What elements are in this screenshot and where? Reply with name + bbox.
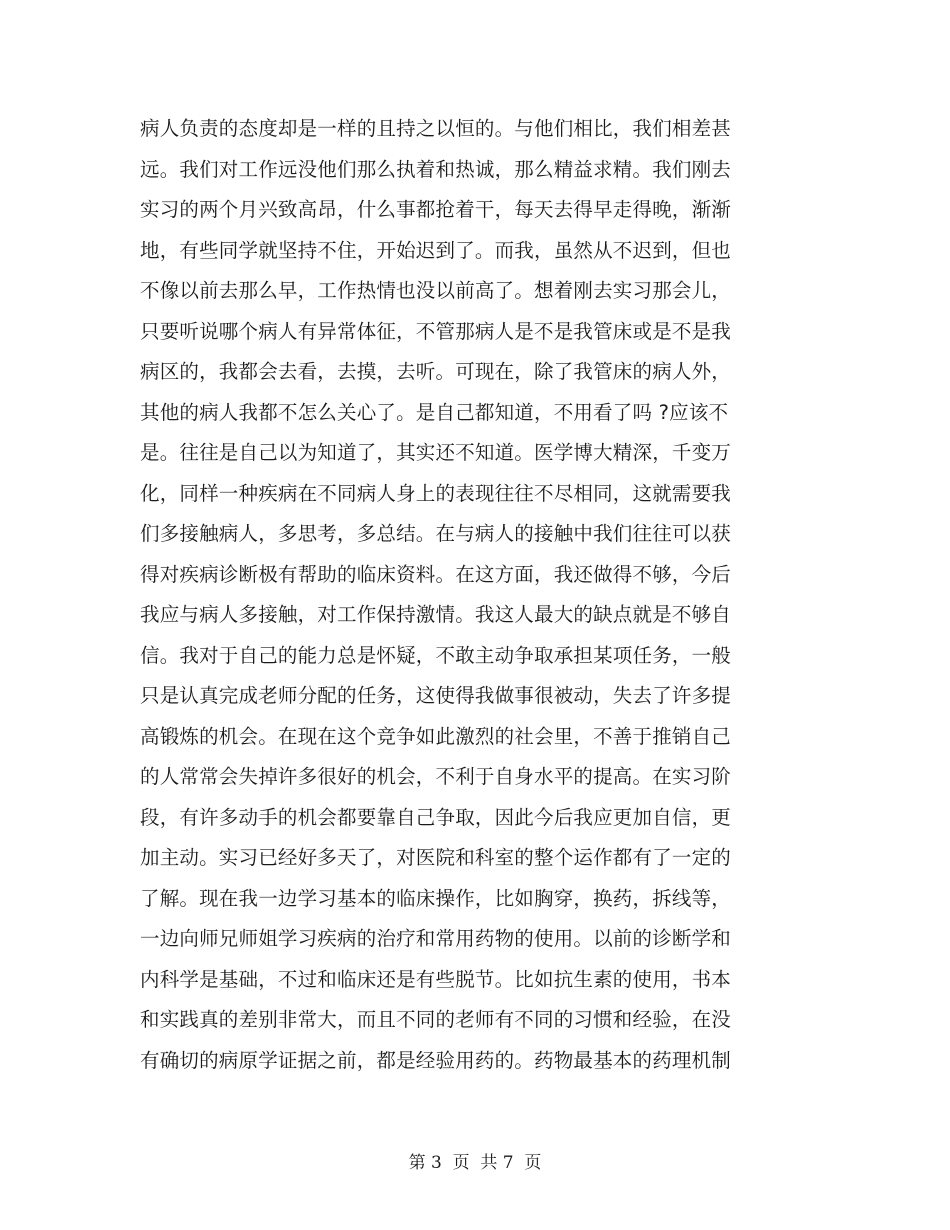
text-line: 内科学是基础，不过和临床还是有些脱节。比如抗生素的使用，书本 [140,967,732,991]
text-line: 只要听说哪个病人有异常体征，不管那病人是不是我管床或是不是我 [140,319,732,343]
text-line: 化，同样一种疾病在不同病人身上的表现往往不尽相同，这就需要我 [140,481,732,505]
text-line: 加主动。实习已经好多天了，对医院和科室的整个运作都有了一定的 [140,846,732,869]
text-line: 不像以前去那么早，工作热情也没以前高了。想着刚去实习那会儿， [140,279,732,302]
text-line: 病人负责的态度却是一样的且持之以恒的。与他们相比，我们相差甚 [140,117,732,140]
text-line: 有确切的病原学证据之前，都是经验用药的。药物最基本的药理机制 [140,1048,732,1072]
text-line: 病区的，我都会去看，去摸，去听。可现在，除了我管床的病人外， [140,360,732,383]
text-line: 信。我对于自己的能力总是怀疑，不敢主动争取承担某项任务，一般 [140,643,732,667]
text-line: 是。往往是自己以为知道了，其实还不知道。医学博大精深，千变万 [140,441,732,464]
text-line: 段，有许多动手的机会都要靠自己争取，因此今后我应更加自信，更 [140,805,732,829]
body-text [140,115,800,1087]
text-line: 得对疾病诊断极有帮助的临床资料。在这方面，我还做得不够，今后 [140,562,732,586]
text-line: 高锻炼的机会。在现在这个竞争如此激烈的社会里，不善于推销自己 [140,724,732,748]
text-line: 一边向师兄师姐学习疾病的治疗和常用药物的使用。以前的诊断学和 [140,927,732,950]
page-number-footer: 第 3 页 共 7 页 [408,1153,542,1173]
text-line: 远。我们对工作远没他们那么执着和热诚，那么精益求精。我们刚去 [140,157,732,181]
text-line: 了解。现在我一边学习基本的临床操作，比如胸穿，换药，拆线等， [140,886,732,910]
text-line: 其他的病人我都不怎么关心了。是自己都知道，不用看了吗 ?应该不 [140,400,729,424]
text-line: 们多接触病人，多思考，多总结。在与病人的接触中我们往往可以获 [140,522,732,545]
text-line: 我应与病人多接触，对工作保持激情。我这人最大的缺点就是不够自 [140,603,732,626]
text-line: 地，有些同学就坚持不住，开始迟到了。而我，虽然从不迟到，但也 [140,238,732,262]
text-line: 和实践真的差别非常大，而且不同的老师有不同的习惯和经验，在没 [140,1008,732,1031]
text-line: 的人常常会失掉许多很好的机会，不利于自身水平的提高。在实习阶 [140,765,732,788]
text-line: 只是认真完成老师分配的任务，这使得我做事很被动，失去了许多提 [140,684,732,707]
text-line: 实习的两个月兴致高昂，什么事都抢着干，每天去得早走得晚，渐渐 [140,198,732,221]
